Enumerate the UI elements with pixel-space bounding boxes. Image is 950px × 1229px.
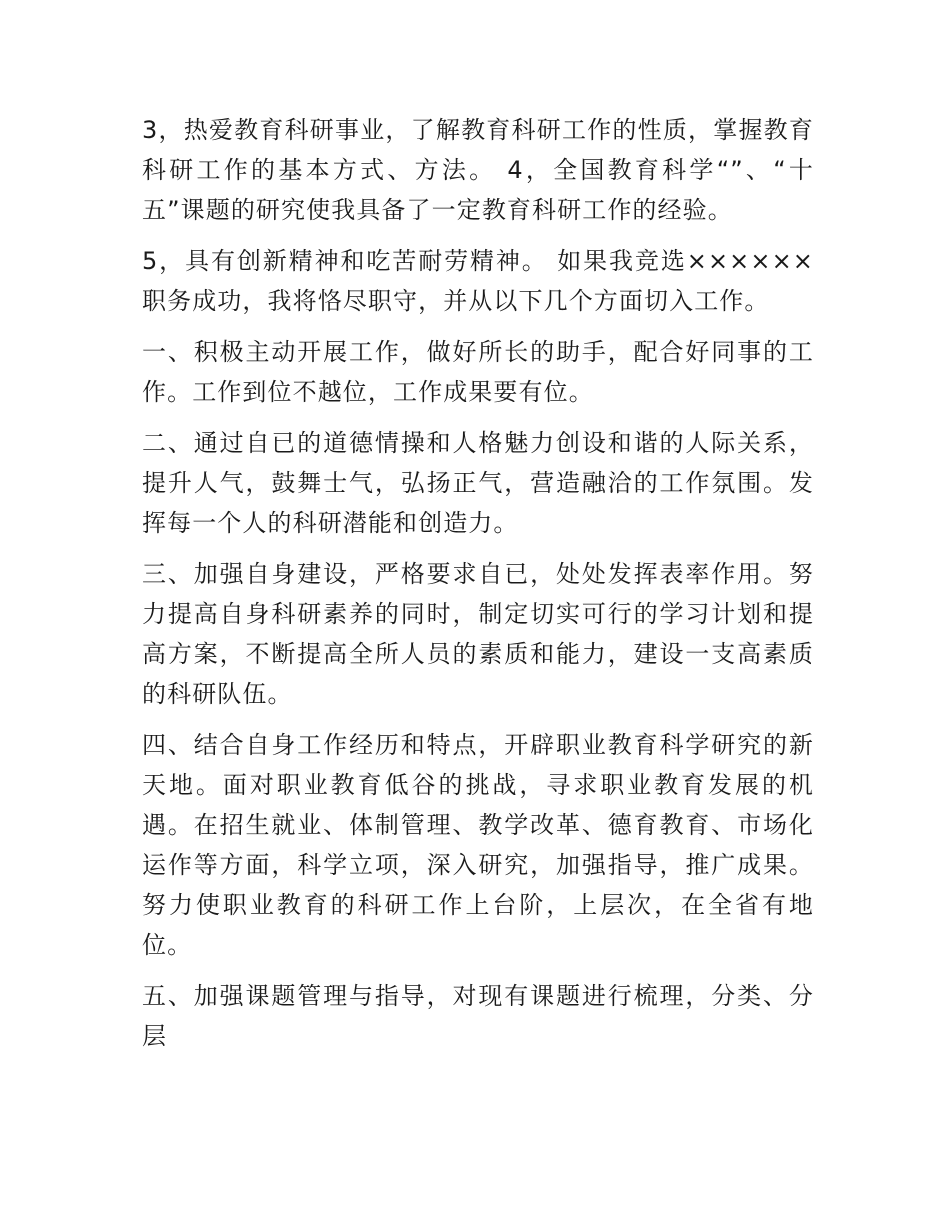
paragraph: 五、加强课题管理与指导，对现有课题进行梳理，分类、分层 xyxy=(142,982,814,1050)
document-body xyxy=(142,110,814,1067)
paragraph: 3，热爱教育科研事业，了解教育科研工作的性质，掌握教育科研工作的基本方式、方法。 4，全国教育科学“”、“十五”课题的研究使我具备了一定教育科研工作的经验。 xyxy=(142,116,814,224)
paragraph: 四、结合自身工作经历和特点，开辟职业教育科学研究的新天地。面对职业教育低谷的挑战，寻求职业教育发展的机遇。在招生就业、体制管理、教学改革、德育教育、市场化运作等方面，科学立项，深入研究，加强指导，推广成果。努力使职业教育的科研工作上台阶，上层次，在全省有地位。 xyxy=(142,731,814,959)
paragraph: 一、积极主动开展工作，做好所长的助手，配合好同事的工作。工作到位不越位，工作成果要有位。 xyxy=(142,338,814,406)
paragraph: 二、通过自已的道德情操和人格魅力创设和谐的人际关系，提升人气，鼓舞士气，弘扬正气，营造融洽的工作氛围。发挥每一个人的科研潜能和创造力。 xyxy=(142,429,814,537)
paragraph: 三、加强自身建设，严格要求自已，处处发挥表率作用。努力提高自身科研素养的同时，制定切实可行的学习计划和提高方案，不断提高全所人员的素质和能力，建设一支高素质的科研队伍。 xyxy=(142,560,814,708)
paragraph: 5，具有创新精神和吃苦耐劳精神。 如果我竞选××××××职务成功，我将恪尽职守，并从以下几个方面切入工作。 xyxy=(142,247,814,315)
